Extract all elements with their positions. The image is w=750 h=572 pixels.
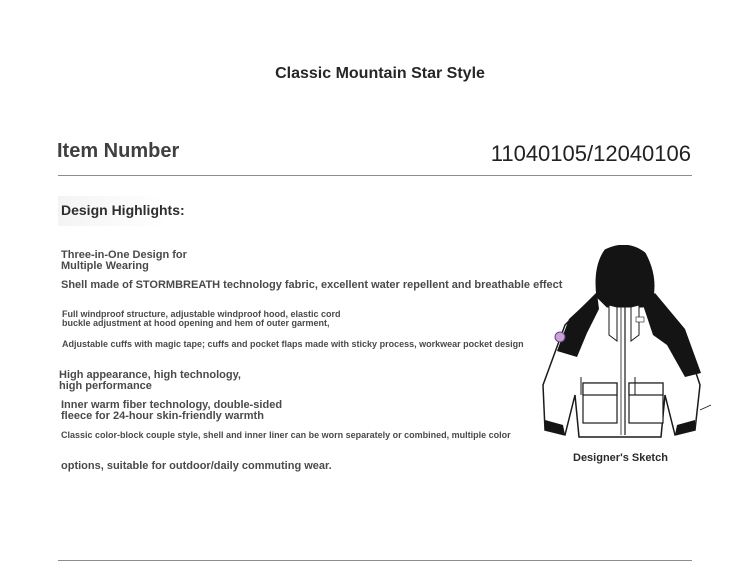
- highlight-commuting: options, suitable for outdoor/daily commuting wear.: [61, 460, 332, 472]
- page-title: Classic Mountain Star Style: [275, 65, 485, 82]
- highlight-three-in-one: Three-in-One Design for Multiple Wearing: [61, 249, 187, 272]
- highlight-shell-fabric: Shell made of STORMBREATH technology fabric, excellent water repellent and breathable effect: [61, 279, 563, 291]
- design-highlights-heading: Design Highlights:: [61, 202, 185, 218]
- highlight-cuffs: Adjustable cuffs with magic tape; cuffs and pocket flaps made with sticky process, workwear pocket design: [62, 339, 524, 349]
- header-divider: [58, 175, 692, 176]
- jacket-sketch-image: [535, 245, 715, 450]
- item-number-value: 11040105/12040106: [490, 141, 691, 166]
- highlight-color-block: Classic color-block couple style, shell and inner liner can be worn separately or combined, multiple color: [61, 430, 511, 440]
- highlight-warm-fleece: Inner warm fiber technology, double-sided fleece for 24-hour skin-friendly warmth: [61, 399, 283, 422]
- designers-sketch-caption: Designer's Sketch: [573, 452, 668, 464]
- footer-divider: [58, 560, 692, 561]
- item-number-label: Item Number: [57, 140, 180, 162]
- highlight-high-performance: High appearance, high technology, high performance: [59, 369, 241, 392]
- highlight-windproof: Full windproof structure, adjustable windproof hood, elastic cord buckle adjustment at hood opening and hem of outer garment,: [62, 309, 341, 328]
